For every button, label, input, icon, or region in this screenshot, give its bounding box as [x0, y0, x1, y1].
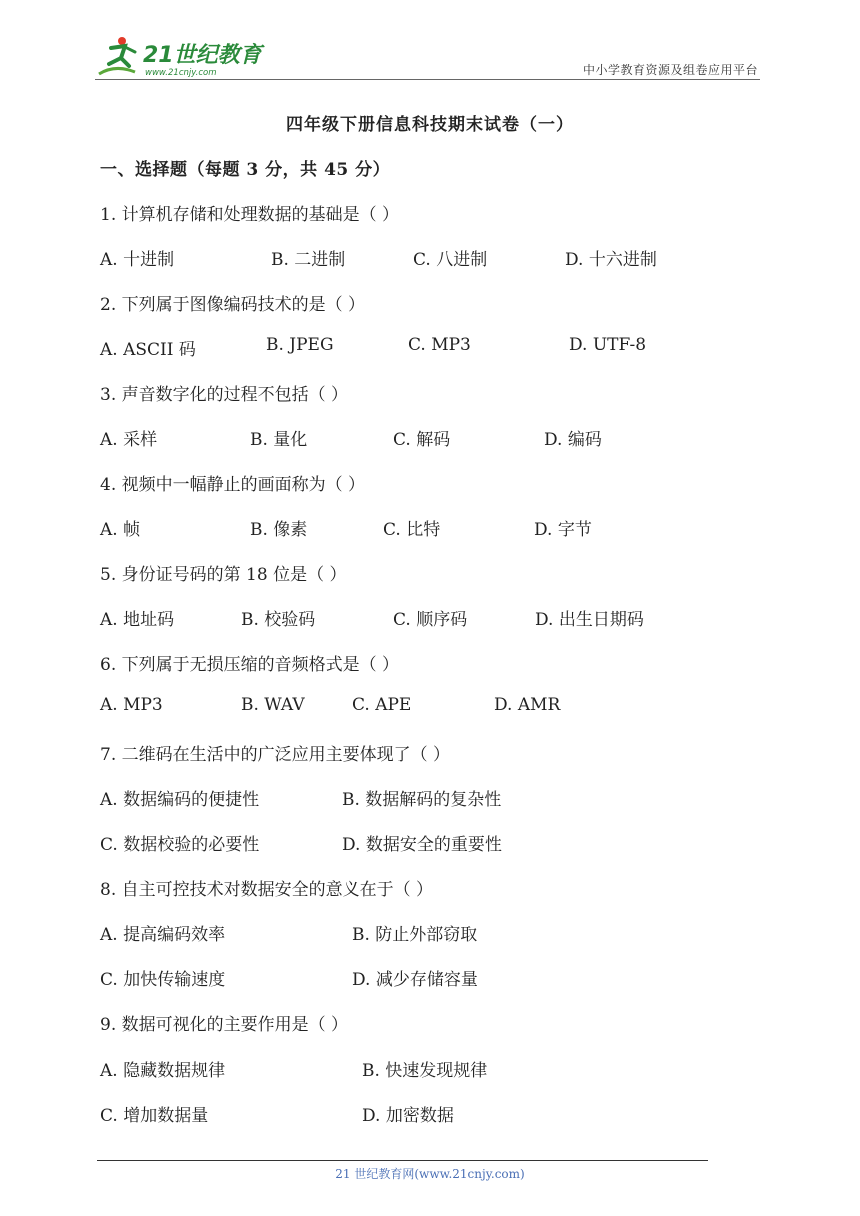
- q5-option-b: B. 校验码: [241, 610, 316, 630]
- q7-option-b: B. 数据解码的复杂性: [342, 790, 502, 810]
- exam-title: 四年级下册信息科技期末试卷（一）: [286, 115, 574, 135]
- q6-option-d: D. AMR: [494, 695, 561, 715]
- question-5: 5. 身份证号码的第 18 位是（ ）: [100, 565, 347, 585]
- question-9: 9. 数据可视化的主要作用是（ ）: [100, 1015, 349, 1035]
- q1-option-c: C. 八进制: [413, 250, 488, 270]
- question-3: 3. 声音数字化的过程不包括（ ）: [100, 385, 349, 405]
- q2-option-a: A. ASCII 码: [100, 340, 196, 360]
- svg-text:www.21cnjy.com: www.21cnjy.com: [145, 68, 217, 78]
- question-4: 4. 视频中一幅静止的画面称为（ ）: [100, 475, 366, 495]
- site-logo: [95, 34, 265, 78]
- q4-option-b: B. 像素: [250, 520, 308, 540]
- question-6: 6. 下列属于无损压缩的音频格式是（ ）: [100, 655, 400, 675]
- q7-option-d: D. 数据安全的重要性: [342, 835, 502, 855]
- runner-icon: [99, 37, 135, 74]
- q9-option-c: C. 增加数据量: [100, 1106, 209, 1126]
- q9-option-d: D. 加密数据: [362, 1106, 454, 1126]
- q2-option-b: B. JPEG: [266, 335, 334, 355]
- header-divider: [95, 79, 760, 80]
- q7-option-c: C. 数据校验的必要性: [100, 835, 260, 855]
- q3-option-a: A. 采样: [100, 430, 158, 450]
- q3-option-b: B. 量化: [250, 430, 308, 450]
- q6-option-b: B. WAV: [241, 695, 305, 715]
- page-header: [95, 30, 760, 78]
- q6-option-a: A. MP3: [100, 695, 163, 715]
- q8-option-a: A. 提高编码效率: [100, 925, 226, 945]
- q1-option-d: D. 十六进制: [565, 250, 657, 270]
- q5-option-a: A. 地址码: [100, 610, 175, 630]
- q7-option-a: A. 数据编码的便捷性: [100, 790, 260, 810]
- q8-option-d: D. 减少存储容量: [352, 970, 478, 990]
- question-8: 8. 自主可控技术对数据安全的意义在于（ ）: [100, 880, 434, 900]
- q9-option-a: A. 隐藏数据规律: [100, 1061, 226, 1081]
- q1-option-a: A. 十进制: [100, 250, 175, 270]
- q1-option-b: B. 二进制: [271, 250, 346, 270]
- q4-option-c: C. 比特: [383, 520, 441, 540]
- question-7: 7. 二维码在生活中的广泛应用主要体现了（ ）: [100, 745, 451, 765]
- q3-option-d: D. 编码: [544, 430, 602, 450]
- q2-option-d: D. UTF-8: [569, 335, 647, 355]
- q8-option-c: C. 加快传输速度: [100, 970, 226, 990]
- q6-option-c: C. APE: [352, 695, 412, 715]
- q4-option-a: A. 帧: [100, 520, 141, 540]
- question-1: 1. 计算机存储和处理数据的基础是（ ）: [100, 205, 400, 225]
- q4-option-d: D. 字节: [534, 520, 592, 540]
- footer-site[interactable]: 21 世纪教育网(www.21cnjy.com): [335, 1167, 525, 1181]
- q9-option-b: B. 快速发现规律: [362, 1061, 488, 1081]
- platform-name: 中小学教育资源及组卷应用平台: [582, 63, 758, 77]
- footer-divider: [97, 1160, 708, 1161]
- q8-option-b: B. 防止外部窃取: [352, 925, 478, 945]
- q3-option-c: C. 解码: [393, 430, 451, 450]
- question-2: 2. 下列属于图像编码技术的是（ ）: [100, 295, 366, 315]
- section-heading: 一、选择题（每题 3 分，共 45 分）: [100, 160, 391, 180]
- q5-option-d: D. 出生日期码: [535, 610, 644, 630]
- q2-option-c: C. MP3: [408, 335, 471, 355]
- svg-text:21世纪教育: 21世纪教育: [143, 43, 262, 68]
- q5-option-c: C. 顺序码: [393, 610, 468, 630]
